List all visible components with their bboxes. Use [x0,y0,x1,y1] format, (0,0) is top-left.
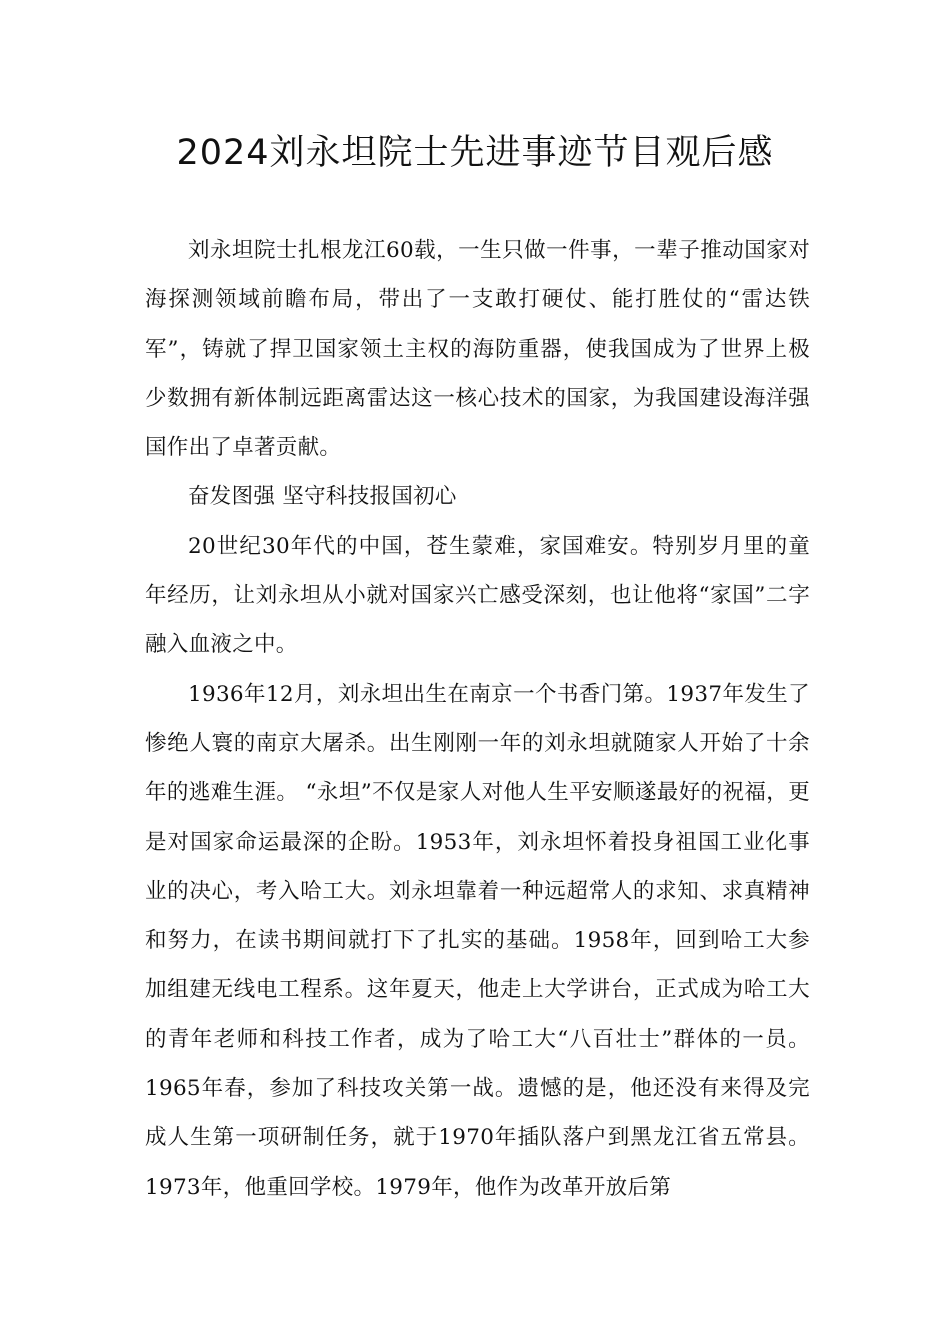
paragraph-childhood: 20世纪30年代的中国，苍生蒙难，家国难安。特别岁月里的童年经历，让刘永坦从小就对国家兴亡感受深刻，也让他将“家国”二字融入血液之中。 [145,533,810,658]
paragraph-intro: 刘永坦院士扎根龙江60载，一生只做一件事，一辈子推动国家对海探测领域前瞻布局，带出了一支敢打硬仗、能打胜仗的“雷达铁军”，铸就了捍卫国家领土主权的海防重器，使我国成为了世界上极少数拥有新体制远距离雷达这一核心技术的国家，为我国建设海洋强国作出了卓著贡献。 [145,238,810,461]
document-body [145,226,810,1212]
section-heading: 奋发图强 坚守科技报国初心 [188,484,457,510]
document-title: 2024刘永坦院士先进事迹节目观后感 [176,133,774,173]
paragraph-biography: 1936年12月，刘永坦出生在南京一个书香门第。1937年发生了惨绝人寰的南京大屠杀。出生刚刚一年的刘永坦就随家人开始了十余年的逃难生涯。 “永坦”不仅是家人对他人生平安顺遂最好的祝福，更是对国家命运最深的企盼。1953年，刘永坦怀着投身祖国工业化事业的决心，考入哈工大。刘永坦靠着一种远超常人的求知、求真精神和努力，在读书期间就打下了扎实的基础。1958年，回到哈工大参加组建无线电工程系。这年夏天，他走上大学讲台，正式成为哈工大的青年老师和科技工作者，成为了哈工大“八百壮士”群体的一员。1965年春，参加了科技攻关第一战。遗憾的是，他还没有来得及完成人生第一项研制任务，就于1970年插队落户到黑龙江省五常县。1973年，他重回学校。1979年，他作为改革开放后第 [145,681,810,1200]
